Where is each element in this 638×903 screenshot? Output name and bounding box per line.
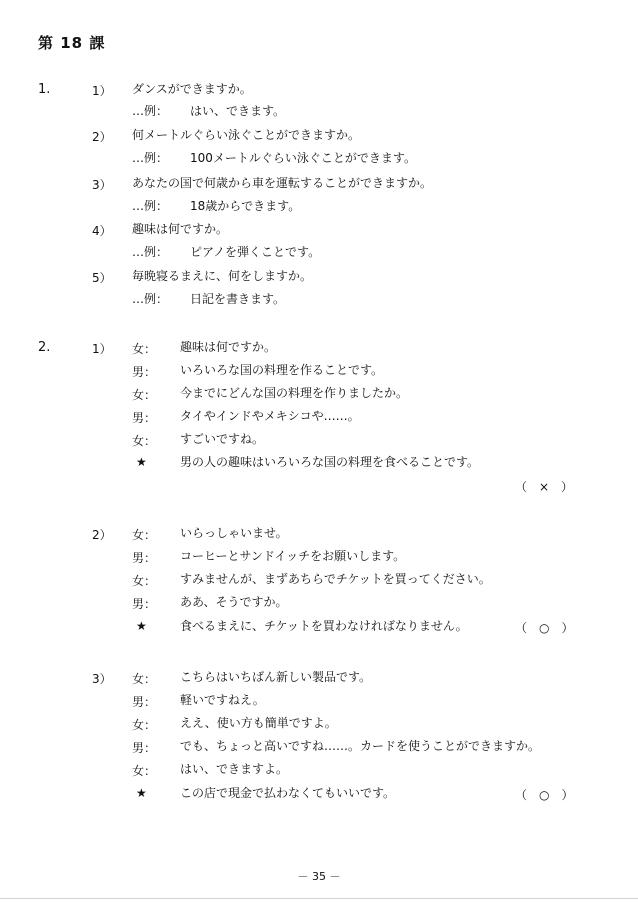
dialog-line: はい、できますよ。	[180, 762, 289, 776]
dialog-line: ああ、そうですか。	[180, 595, 288, 609]
question-text: ダンスができますか。	[132, 82, 252, 96]
answer-mark: （ ○ ）	[515, 788, 574, 802]
question-number: 4）	[92, 224, 112, 238]
dialog-number: 2）	[92, 528, 112, 542]
speaker-label: 女：	[132, 388, 157, 402]
speaker-label: 男：	[132, 411, 157, 425]
answer-text: 日記を書きます。	[190, 292, 286, 306]
dialog-line: すごいですね。	[180, 432, 265, 446]
speaker-label: 女：	[132, 574, 157, 588]
dialog-line: 今までにどんな国の料理を作りましたか。	[180, 386, 409, 400]
question-number: 2）	[92, 130, 112, 144]
dialog-line: 軽いですねえ。	[180, 693, 265, 707]
speaker-label: 男：	[132, 551, 157, 565]
answer-text: 18歳からできます。	[190, 199, 301, 213]
star-marker: ★	[136, 619, 147, 633]
speaker-label: 女：	[132, 718, 157, 732]
question-number: 5）	[92, 271, 112, 285]
answer-text: ピアノを弾くことです。	[190, 245, 321, 259]
dialog-number: 1）	[92, 342, 112, 356]
dialog-number: 3）	[92, 672, 112, 686]
dialog-line: ええ、使い方も簡単ですよ。	[180, 716, 337, 730]
question-number: 1）	[92, 84, 112, 98]
speaker-label: 男：	[132, 741, 157, 755]
question-text: 何メートルぐらい泳ぐことができますか。	[132, 128, 361, 142]
true-false-statement: 男の人の趣味はいろいろな国の料理を食べることです。	[180, 455, 480, 469]
dialog-line: でも、ちょっと高いですね……。カードを使うことができますか。	[180, 739, 541, 753]
bottom-divider	[0, 898, 638, 899]
answer-label: …例：	[132, 104, 169, 118]
dialog-line: タイやインドやメキシコや……。	[180, 409, 360, 423]
answer-label: …例：	[132, 245, 169, 259]
question-text: あなたの国で何歳から車を運転することができますか。	[132, 176, 433, 190]
page-number: － 35 －	[297, 870, 341, 883]
speaker-label: 男：	[132, 597, 157, 611]
dialog-line: いらっしゃいませ。	[180, 526, 288, 540]
speaker-label: 女：	[132, 672, 157, 686]
star-marker: ★	[136, 786, 147, 800]
star-marker: ★	[136, 455, 147, 469]
section-1-number: 1.	[38, 82, 51, 97]
dialog-line: 趣味は何ですか。	[180, 340, 277, 354]
question-text: 趣味は何ですか。	[132, 222, 229, 236]
answer-label: …例：	[132, 151, 169, 165]
answer-text: はい、できます。	[190, 104, 286, 118]
answer-mark: （ × ）	[515, 480, 574, 494]
dialog-line: コーヒーとサンドイッチをお願いします。	[180, 549, 406, 563]
answer-mark: （ ○ ）	[515, 621, 574, 635]
speaker-label: 女：	[132, 764, 157, 778]
dialog-line: すみませんが、まずあちらでチケットを買ってください。	[180, 572, 491, 586]
answer-label: …例：	[132, 199, 169, 213]
speaker-label: 男：	[132, 365, 157, 379]
speaker-label: 女：	[132, 528, 157, 542]
section-2-number: 2.	[38, 340, 51, 355]
lesson-title: 第 18 課	[38, 34, 106, 52]
question-number: 3）	[92, 178, 112, 192]
answer-text: 100メートルぐらい泳ぐことができます。	[190, 151, 416, 165]
speaker-label: 男：	[132, 695, 157, 709]
question-text: 毎晩寝るまえに、何をしますか。	[132, 269, 313, 283]
answer-label: …例：	[132, 292, 169, 306]
dialog-line: こちらはいちばん新しい製品です。	[180, 670, 372, 684]
true-false-statement: 食べるまえに、チケットを買わなければなりません。	[180, 619, 468, 633]
speaker-label: 女：	[132, 342, 157, 356]
speaker-label: 女：	[132, 434, 157, 448]
true-false-statement: この店で現金で払わなくてもいいです。	[180, 786, 396, 800]
dialog-line: いろいろな国の料理を作ることです。	[180, 363, 384, 377]
